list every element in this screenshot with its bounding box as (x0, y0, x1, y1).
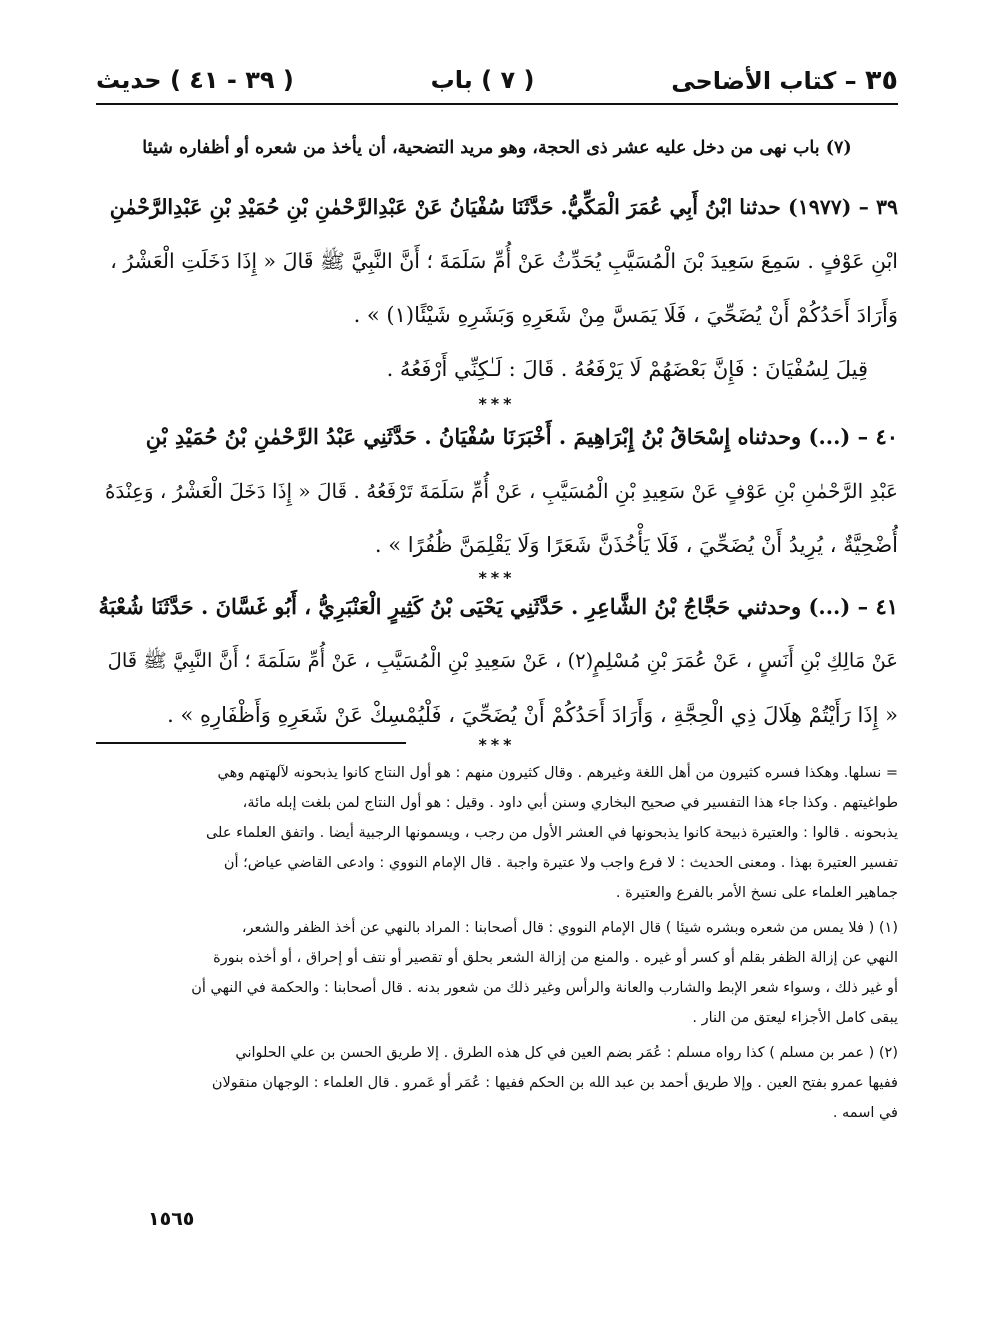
hadith-line: ٤١ – (...) وحدثني حَجَّاجُ بْنُ الشَّاعِرِ . حَدَّثَنِي يَحْيَى بْنُ كَثِيرٍ الْعَنْبَرِيُّ ، أَبُو غَسَّانَ . حَدَّثَنَا شُعْبَةُ (98, 594, 898, 619)
hadith-41 (96, 580, 898, 742)
hadith-line: « إِذَا رَأَيْتُمْ هِلَالَ ذِي الْحِجَّةِ ، وَأَرَادَ أَحَدُكُمْ أَنْ يُضَحِّيَ ، فَلْيُمْسِكْ عَنْ شَعَرِهِ وَأَظْفَارِهِ » . (167, 703, 898, 727)
note-line: جماهير العلماء على نسخ الأمر بالفرع والعتيرة . (615, 885, 898, 901)
hadith-line: أُضْحِيَّةٌ ، يُرِيدُ أَنْ يُضَحِّيَ ، فَلَا يَأْخُذَنَّ شَعَرًا وَلَا يَقْلِمَنَّ ظُفُرًا » . (374, 533, 898, 557)
footnote-1-line: أو غير ذلك ، وسواء شعر الإبط والشارب والعانة والرأس وغير ذلك من شعور بدنه . قال أصحابنا : والحكمة في النهي أن (191, 980, 898, 996)
note-line: طواغيتهم . وكذا جاء هذا التفسير في صحيح البخاري وسنن أبي داود . وقيل : هو أول النتاج لمن بلغت إبله مائة، (242, 795, 898, 811)
page-number: ١٥٦٥ (148, 1208, 195, 1230)
chapter-heading: (٧) باب نهى من دخل عليه عشر ذى الحجة، وهو مريد التضحية، أن يأخذ من شعره أو أظفاره شيئا (142, 138, 852, 158)
hadith-39 (96, 180, 898, 396)
footnote-1-line: (١) ( فلا يمس من شعره وبشره شيئا ) قال الإمام النووي : قال أصحابنا : المراد بالنهي عن أخذ الظفر والشعر، (241, 920, 898, 936)
header-left: ( ٣٩ - ٤١ ) حديث (96, 66, 294, 94)
footnote-rule (96, 742, 406, 744)
separator-stars: *** (478, 735, 516, 754)
hadith-line: قِيلَ لِسُفْيَانَ : فَإِنَّ بَعْضَهُمْ لَا يَرْفَعُهُ . قَالَ : لَـٰكِنِّي أَرْفَعُهُ . (386, 357, 868, 381)
footnote-2-line: (٢) ( عمر بن مسلم ) كذا رواه مسلم : عُمَر بضم العين في كل هذه الطرق . إلا طريق الحسن بن علي الحلواني (235, 1045, 898, 1061)
hadith-line: عَبْدِ الرَّحْمٰنِ بْنِ عَوْفٍ عَنْ سَعِيدِ بْنِ الْمُسَيَّبِ ، عَنْ أُمِّ سَلَمَةَ تَرْفَعُهُ . قَالَ « إِذَا دَخَلَ الْعَشْرُ ، وَعِنْدَهُ (104, 479, 898, 503)
hadith-40 (96, 410, 898, 572)
footnote-1-line: يبقى كامل الأجزاء ليعتق من النار . (692, 1010, 898, 1026)
footnotes (96, 758, 898, 1128)
chapter-number: ٣٥ (865, 64, 898, 96)
footnote-2-line: ففيها عمرو بفتح العين . وإلا طريق أحمد بن عبد الله بن الحكم ففيها : عُمَر أو عَمرو . قال العلماء : الوجهان منقولان (211, 1075, 898, 1091)
note-line: يذبحونه . قالوا : والعتيرة ذبيحة كانوا يذبحونها في العشر الأول من رجب ، ويسمونها الرجبية أيضا . واتفق العلماء على (205, 825, 898, 841)
header-rule (96, 103, 898, 105)
note-line: تفسير العتيرة بهذا . ومعنى الحديث : لا فرع واجب ولا عتيرة واجبة . قال الإمام النووي : وادعى القاضي عياض؛ أن (223, 855, 898, 871)
hadith-line: ابْنِ عَوْفٍ . سَمِعَ سَعِيدَ بْنَ الْمُسَيَّبِ يُحَدِّثُ عَنْ أُمِّ سَلَمَةَ ؛ أَنَّ النَّبِيَّ ﷺ قَالَ « إِذَا دَخَلَتِ الْعَشْرُ ، (110, 249, 898, 273)
header-right (671, 65, 898, 96)
hadith-line: عَنْ مَالِكِ بْنِ أَنَسٍ ، عَنْ عُمَرَ بْنِ مُسْلِمٍ(٢) ، عَنْ سَعِيدِ بْنِ الْمُسَيَّبِ ، عَنْ أُمِّ سَلَمَةَ ؛ أَنَّ النَّبِيَّ ﷺ قَالَ (107, 649, 898, 672)
header-center: ( ٧ ) باب (430, 66, 535, 94)
hadith-line: ٣٩ – (١٩٧٧) حدثنا ابْنُ أَبِي عُمَرَ الْمَكِّيُّ. حَدَّثَنَا سُفْيَانُ عَنْ عَبْدِالرَّحْمٰنِ بْنِ حُمَيْدِ بْنِ عَبْدِالرَّحْمٰنِ (109, 195, 898, 219)
note-line: = نسلها. وهكذا فسره كثيرون من أهل اللغة وغيرهم . وقال كثيرون منهم : هو أول النتاج كانوا يذبحونه لآلهتهم وهي (217, 765, 898, 781)
hadith-line: وَأَرَادَ أَحَدُكُمْ أَنْ يُضَحِّيَ ، فَلَا يَمَسَّ مِنْ شَعَرِهِ وَبَشَرِهِ شَيْئًا(١) » . (353, 303, 898, 327)
separator-stars: *** (478, 568, 516, 587)
hadith-line: ٤٠ – (...) وحدثناه إِسْحَاقُ بْنُ إِبْرَاهِيمَ . أَخْبَرَنَا سُفْيَانُ . حَدَّثَنِي عَبْدُ الرَّحْمٰنِ بْنُ حُمَيْدِ بْنِ (145, 424, 898, 449)
separator-stars: *** (478, 394, 516, 413)
book-title: – كتاب الأضاحى (671, 66, 857, 95)
footnote-2-line: في اسمه . (832, 1105, 898, 1121)
footnote-1-line: النهي عن إزالة الظفر بقلم أو كسر أو غيره . والمنع من إزالة الشعر بحلق أو تقصير أو نتف أو إحراق ، أو أخذه بنورة (213, 950, 898, 966)
running-header (96, 58, 898, 102)
